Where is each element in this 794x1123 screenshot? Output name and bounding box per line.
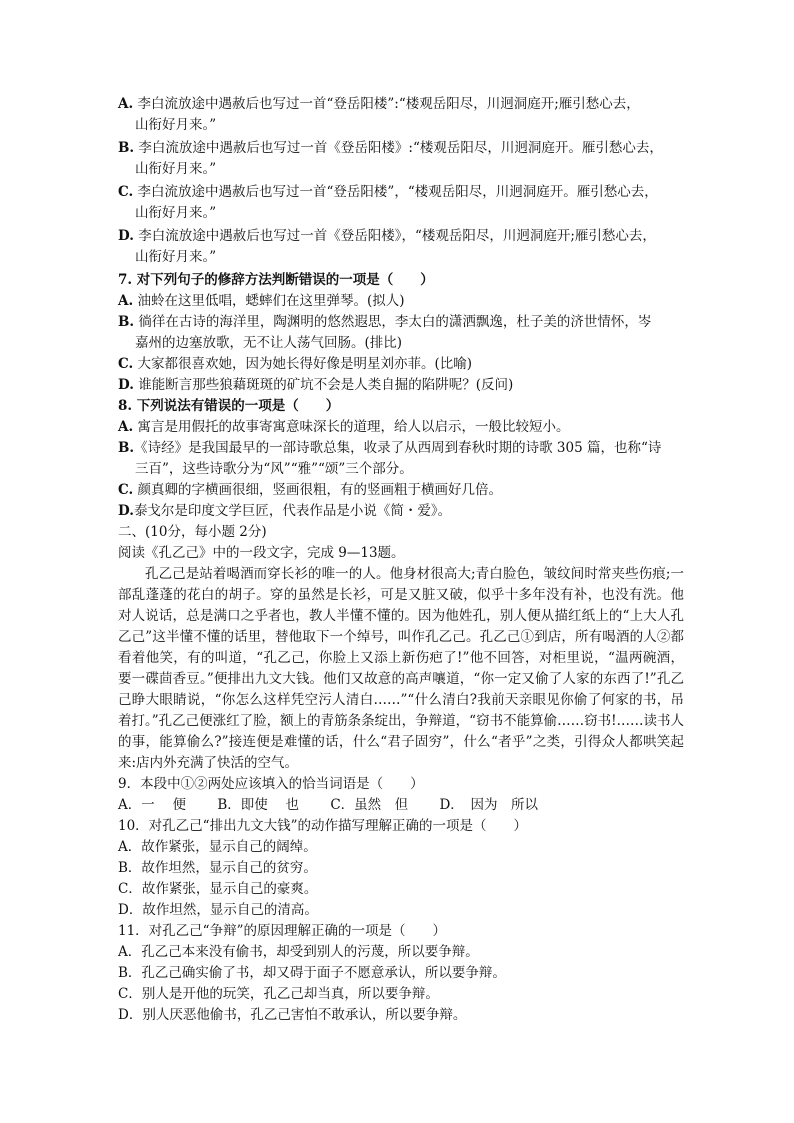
section-instruction: 阅读《孔乙己》中的一段文字，完成 9—13题。 (118, 545, 405, 561)
q10-option-c: C．故作紧张，显示自己的豪爽。 (118, 881, 318, 897)
q9-options-row: A．一 便 B．即使 也 C．虽然 但 D． 因为 所以 (118, 797, 539, 813)
option-text: 《诗经》是我国最早的一部诗歌总集，收录了从西周到春秋时期的诗歌 305 篇，也称“诗 (134, 440, 662, 456)
option-letter: D. (118, 503, 134, 519)
q7-option-c (118, 354, 684, 375)
option-letter: D. (118, 228, 134, 244)
option-text: 李白流放途中遇赦后也写过一首《登岳阳楼》，“楼观岳阳尽，川迥洞庭开;雁引愁心去， (138, 228, 656, 244)
q7-option-a (118, 291, 684, 312)
option-text: 油蛉在这里低唱，蟋蟀们在这里弹琴。(拟人) (137, 293, 405, 309)
q10-option-d: D．故作坦然，显示自己的清高。 (118, 902, 318, 918)
option-text-cont: 山衔好月来。” (135, 117, 217, 133)
option-text: 泰戈尔是印度文学巨匠，代表作品是小说《简・爱》。 (133, 503, 452, 519)
q7-stem: 7. 对下列句子的修辞方法判断错误的一项是（ ） (118, 272, 434, 288)
option-letter: C. (118, 356, 134, 372)
q6-option-d (118, 226, 684, 268)
option-letter: A. (118, 293, 134, 309)
q6-option-b (118, 138, 684, 180)
q8-stem: 8. 下列说法有错误的一项是（ ） (118, 398, 340, 414)
option-text: 寓言是用假托的故事寄寓意味深长的道理，给人以启示，一般比较短小。 (137, 419, 570, 435)
option-letter: C. (118, 482, 134, 498)
q7-option-b (118, 312, 684, 354)
option-text: 李白流放途中遇赦后也写过一首《登岳阳楼》:“楼观岳阳尽，川迥洞庭开。雁引愁心去， (138, 140, 663, 156)
option-letter: D. (118, 377, 134, 393)
option-text: 谁能断言那些狼藉斑斑的矿坑不会是人类自掘的陷阱呢？(反问) (138, 377, 514, 393)
option-letter: B. (118, 140, 135, 156)
exam-page (118, 94, 684, 1026)
option-text-cont: 山衔好月来。” (135, 205, 217, 221)
q10-option-a: A．故作紧张，显示自己的阔绰。 (118, 839, 317, 855)
q11-stem: 11．对孔乙己“争辩”的原因理解正确的一项是（ ） (118, 923, 446, 939)
q6-option-c (118, 182, 684, 224)
reading-passage: 孔乙己是站着喝酒而穿长衫的唯一的人。他身材很高大;青白脸色，皱纹间时常夹些伤痕;一部乱蓬蓬的花白的胡子。穿的虽然是长衫，可是又脏又破，似乎十多年没有补，也没有洗。他对人说话，总是满口之乎者也，教人半懂不懂的。因为他姓孔，别人便从描红纸上的“上大人孔乙己”这半懂不懂的话里，替他取下一个绰号，叫作孔乙己。孔乙己①到店，所有喝酒的人②都看着他笑，有的叫道，“孔乙己，你脸上又添上新伤疤了!”他不回答，对柜里说，“温两碗酒，要一碟茴香豆。”便排出九文大钱。他们又故意的高声嚷道，“你一定又偷了人家的东西了!”孔乙己睁大眼睛说，“你怎么这样凭空污人清白……”“什么清白?我前天亲眼见你偷了何家的书，吊着打。”孔乙己便涨红了脸，额上的青筋条条绽出，争辩道，“窃书不能算偷……窃书!……读书人的事，能算偷么?”接连便是难懂的话，什么“君子固穷”，什么“者乎”之类，引得众人都哄笑起来:店内外充满了快活的空气。 (118, 566, 684, 771)
q8-option-b (118, 438, 684, 480)
q11-option-a: A．孔乙己本来没有偷书，却受到别人的污蔑，所以要争辩。 (118, 944, 479, 960)
option-text-cont: 嘉州的边塞放歌，无不让人荡气回肠。(排比) (135, 335, 403, 351)
option-text: 李白流放途中遇赦后也写过一首“登岳阳楼”，“楼观岳阳尽，川迥洞庭开。雁引愁心去， (137, 184, 658, 200)
option-letter: C. (118, 184, 134, 200)
section-heading: 二、(10分，每小题 2分) (118, 524, 267, 540)
q8-option-d (118, 501, 684, 522)
q9-stem: 9．本段中①②两处应该填入的恰当词语是（ ） (118, 776, 424, 792)
option-letter: A. (118, 96, 134, 112)
q8-option-a (118, 417, 684, 438)
option-letter: A. (118, 419, 134, 435)
option-text: 徜徉在古诗的海洋里，陶渊明的悠然遐思，李太白的潇洒飘逸，杜子美的济世情怀，岑 (138, 314, 652, 330)
q11-option-b: B．孔乙己确实偷了书，却又碍于面子不愿意承认，所以要争辩。 (118, 965, 506, 981)
option-letter: B. (118, 440, 135, 456)
q11-option-c: C．别人是开他的玩笑，孔乙己却当真，所以要争辩。 (118, 986, 439, 1002)
option-text-cont: 三百”，这些诗歌分为“风”“雅”“颂”三个部分。 (135, 461, 413, 477)
q10-option-b: B．故作坦然，显示自己的贫穷。 (118, 860, 317, 876)
q8-option-c (118, 480, 684, 501)
q7-option-d (118, 375, 684, 396)
option-text: 李白流放途中遇赦后也写过一首“登岳阳楼”:“楼观岳阳尽，川迥洞庭开;雁引愁心去， (137, 96, 640, 112)
q11-option-d: D．别人厌恶他偷书，孔乙己害怕不敢承认，所以要争辩。 (118, 1007, 467, 1023)
q10-stem: 10．对孔乙己“排出九文大钱”的动作描写理解正确的一项是（ ） (118, 818, 527, 834)
q6-options (118, 94, 684, 268)
option-text: 大家都很喜欢她，因为她长得好像是明星刘亦菲。(比喻) (137, 356, 473, 372)
option-letter: B. (118, 314, 135, 330)
option-text-cont: 山衔好月来。” (135, 249, 217, 265)
q6-option-a (118, 94, 684, 136)
option-text-cont: 山衔好月来。” (135, 161, 217, 177)
option-text: 颜真卿的字横画很细，竖画很粗，有的竖画粗于横画好几倍。 (137, 482, 503, 498)
